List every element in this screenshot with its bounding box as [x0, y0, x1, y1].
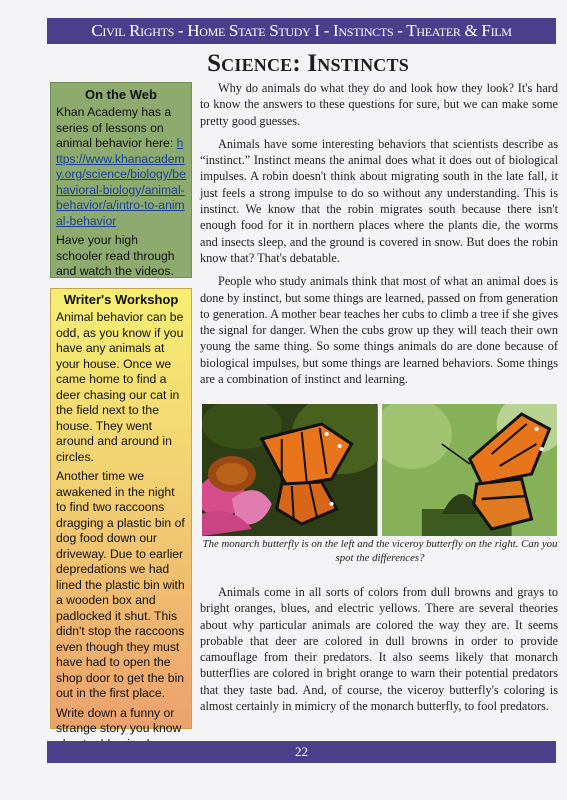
main-text	[200, 80, 558, 394]
page-title: Science: Instincts	[207, 50, 409, 77]
page-number: 22	[47, 741, 556, 763]
khan-academy-link[interactable]: https://www.khanacademy.org/science/biology/behavioral-biology/animal-behavior/a/intro-to-animal-behavior	[56, 136, 186, 228]
butterfly-photos	[202, 404, 557, 536]
main-text-continued	[200, 584, 558, 721]
writers-workshop-heading: Writer's Workshop	[63, 292, 179, 307]
writers-workshop-paragraph: Another time we awakened in the night to find two raccoons dragging a plastic bin of dog food down our driveway. Due to earlier depredations we had lined the plastic bin with a wooden box and padlocked it shut. This didn't stop the raccoons even though they must have had to open the shop door to get the bin out in the first place.	[56, 469, 185, 700]
writers-workshop-paragraph: Animal behavior can be odd, as you know if you have any animals at your house. Once we came home to find a deer chasing our cat in the field next to the house. They went around and around in circles.	[56, 310, 184, 464]
on-the-web-intro: Khan Academy has a series of lessons on animal behavior here:	[56, 105, 177, 150]
on-the-web-box	[50, 82, 192, 278]
writers-workshop-box	[50, 288, 192, 735]
on-the-web-instruction: Have your high schooler read through and watch the videos.	[56, 233, 175, 278]
header-banner: Civil Rights - Home State Study I - Instincts - Theater & Film	[47, 18, 556, 44]
on-the-web-heading: On the Web	[85, 87, 157, 102]
on-the-web-text	[56, 105, 186, 229]
body-paragraph: Animals have some interesting behaviors that scientists describe as “instinct.” Instinct means the animal does what it does out of biological impulses. A robin doesn't think about migrating south in the late fall, it just feels a strong impulse to do so without any understanding. This is instinct. We know that the robin migrates south because there isn't enough food for it in northern places where the plants die, the worms and insects sleep, and the ground is covered in snow. But does the robin know that? That's debatable.	[200, 136, 558, 265]
body-paragraph: People who study animals think that most of what an animal does is done by instinct, but some things are learned, passed on from generation to generation. A mother bear teaches her cubs to climb a tree if she gives the signal for danger. When the cubs grow up they will teach their own young the same thing. So some things animals do are done because of biological impulses, but some things are learned behaviors. Some things are a combination of instinct and learning.	[200, 274, 558, 387]
body-paragraph: Why do animals do what they do and look how they look? It's hard to know the answers to these questions for sure, but we can make some pretty good guesses.	[200, 81, 558, 128]
writers-workshop-paragraph: Write down a funny or strange story you know	[56, 705, 182, 735]
viceroy-butterfly-photo	[382, 404, 558, 536]
body-paragraph: Animals come in all sorts of colors from dull browns and grays to bright oranges, blues, and electric yellows. There are several theories about why particular animals are colored the way they are. It seems probable that deer are colored in dull browns in order to provide camouflage from their predators. It also seems likely that monarch butterflies are colored in bright orange to warn their potential predators that they taste bad. And, of course, the viceroy butterfly's coloring is almost certainly in mimicry of the monarch butterfly, to fool predators.	[200, 585, 558, 714]
photo-caption: The monarch butterfly is on the left and the viceroy butterfly on the right. Can you spot the differences?	[202, 538, 558, 564]
monarch-butterfly-photo	[202, 404, 378, 536]
